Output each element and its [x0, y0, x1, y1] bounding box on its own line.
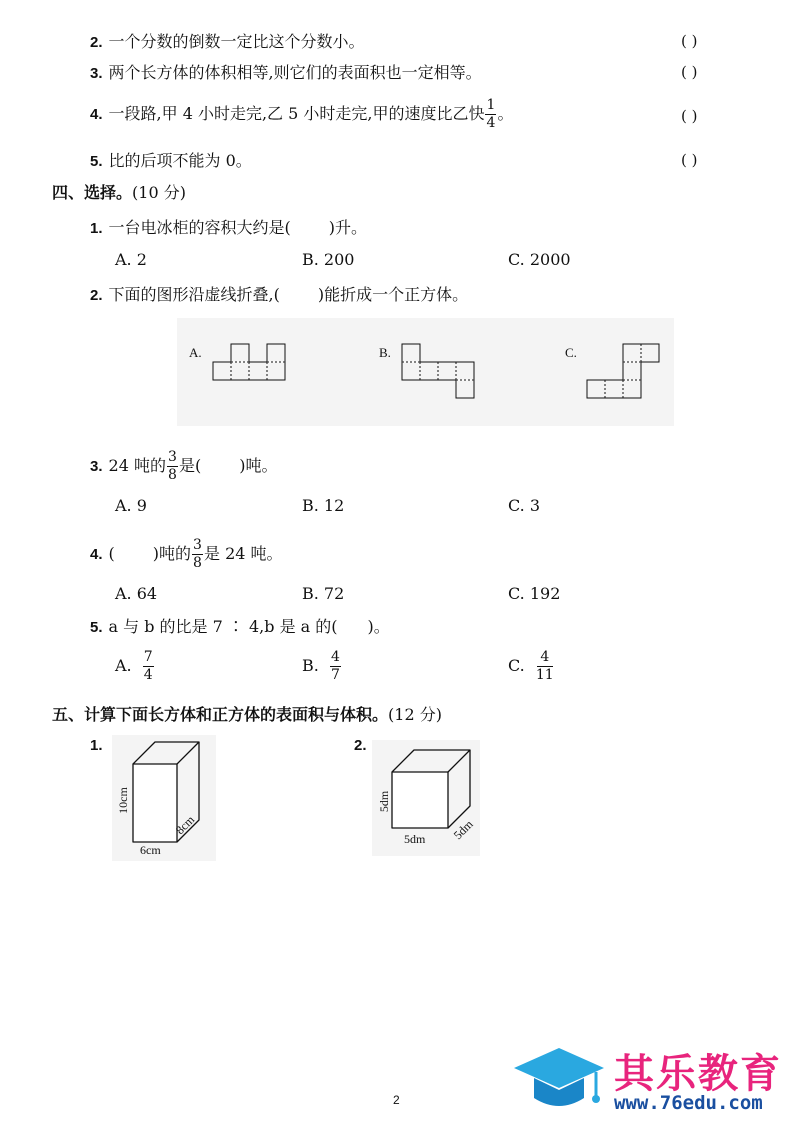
option-b[interactable]: B. $\frac{4}{7}$: [302, 649, 340, 683]
logo-name: 其乐教育: [614, 1051, 782, 1097]
choice-question-4: 4. ( )吨的 $\frac{3}{8}$ 是 24 吨。: [90, 537, 283, 571]
fraction: $\frac{1}{4}$: [486, 97, 496, 131]
cube-shape: [392, 750, 470, 828]
option-b[interactable]: B. 12: [302, 496, 345, 515]
judge-answer-5[interactable]: ( ): [681, 151, 698, 169]
figure-2-number: 2.: [354, 737, 367, 754]
judge-item-2: 2. 一个分数的倒数一定比这个分数小。: [90, 32, 365, 51]
judge-item-3: 3. 两个长方体的体积相等,则它们的表面积也一定相等。: [90, 63, 482, 82]
option-c[interactable]: C. $\frac{4}{11}$: [508, 649, 554, 683]
fraction: $\frac{3}{8}$: [193, 537, 202, 571]
fraction: $\frac{4}{11}$: [535, 649, 554, 683]
cuboid-height-label: 10cm: [115, 787, 130, 814]
judge-item-5: 5. 比的后项不能为 0。: [90, 151, 252, 170]
option-c[interactable]: C. 192: [508, 584, 561, 603]
cube-length-label: 5dm: [404, 832, 426, 846]
fraction: $\frac{7}{4}$: [143, 649, 153, 683]
choice-question-1: 1. 一台电冰柜的容积大约是( )升。: [90, 218, 368, 237]
fraction: $\frac{4}{7}$: [330, 649, 340, 683]
choice-question-3: 3. 24 吨的 $\frac{3}{8}$ 是( )吨。: [90, 449, 278, 483]
choice-question-2: 2. 下面的图形沿虚线折叠,( )能折成一个正方体。: [90, 285, 469, 304]
cube-height-label: 5dm: [377, 790, 392, 813]
section-5-title: 五、计算下面长方体和正方体的表面积与体积。(12 分): [52, 705, 442, 724]
option-a[interactable]: A. 64: [115, 584, 158, 603]
option-a[interactable]: A. 2: [115, 250, 147, 269]
page-number: 2: [393, 1093, 400, 1107]
judge-answer-4[interactable]: ( ): [681, 107, 698, 125]
judge-answer-2[interactable]: ( ): [681, 32, 698, 50]
graduation-cap-icon: [512, 1042, 606, 1118]
net-label-a: A.: [189, 345, 202, 360]
option-c[interactable]: C. 3: [508, 496, 541, 515]
logo-url: www.76edu.com: [614, 1092, 763, 1114]
figure-1-number: 1.: [90, 737, 103, 754]
option-a[interactable]: A. 9: [115, 496, 147, 515]
net-label-b: B.: [379, 345, 391, 360]
cuboid-width-label: 8cm: [172, 812, 198, 838]
fraction: $\frac{3}{8}$: [168, 449, 177, 483]
section-4-title: 四、选择。(10 分): [52, 183, 186, 202]
judge-item-4: 4. 一段路,甲 4 小时走完,乙 5 小时走完,甲的速度比乙快 $\frac{1}{4}$ 。: [90, 97, 514, 131]
net-label-c: C.: [565, 345, 577, 360]
cuboid-length-label: 6cm: [140, 843, 161, 857]
judge-answer-3[interactable]: ( ): [681, 63, 698, 81]
cube-width-label: 5dm: [450, 817, 476, 843]
option-a[interactable]: A. $\frac{7}{4}$: [115, 649, 153, 683]
option-c[interactable]: C. 2000: [508, 250, 571, 269]
choice-question-5: 5. a 与 b 的比是 7 ∶ 4,b 是 a 的( )。: [90, 617, 390, 636]
option-b[interactable]: B. 200: [302, 250, 355, 269]
option-b[interactable]: B. 72: [302, 584, 345, 603]
